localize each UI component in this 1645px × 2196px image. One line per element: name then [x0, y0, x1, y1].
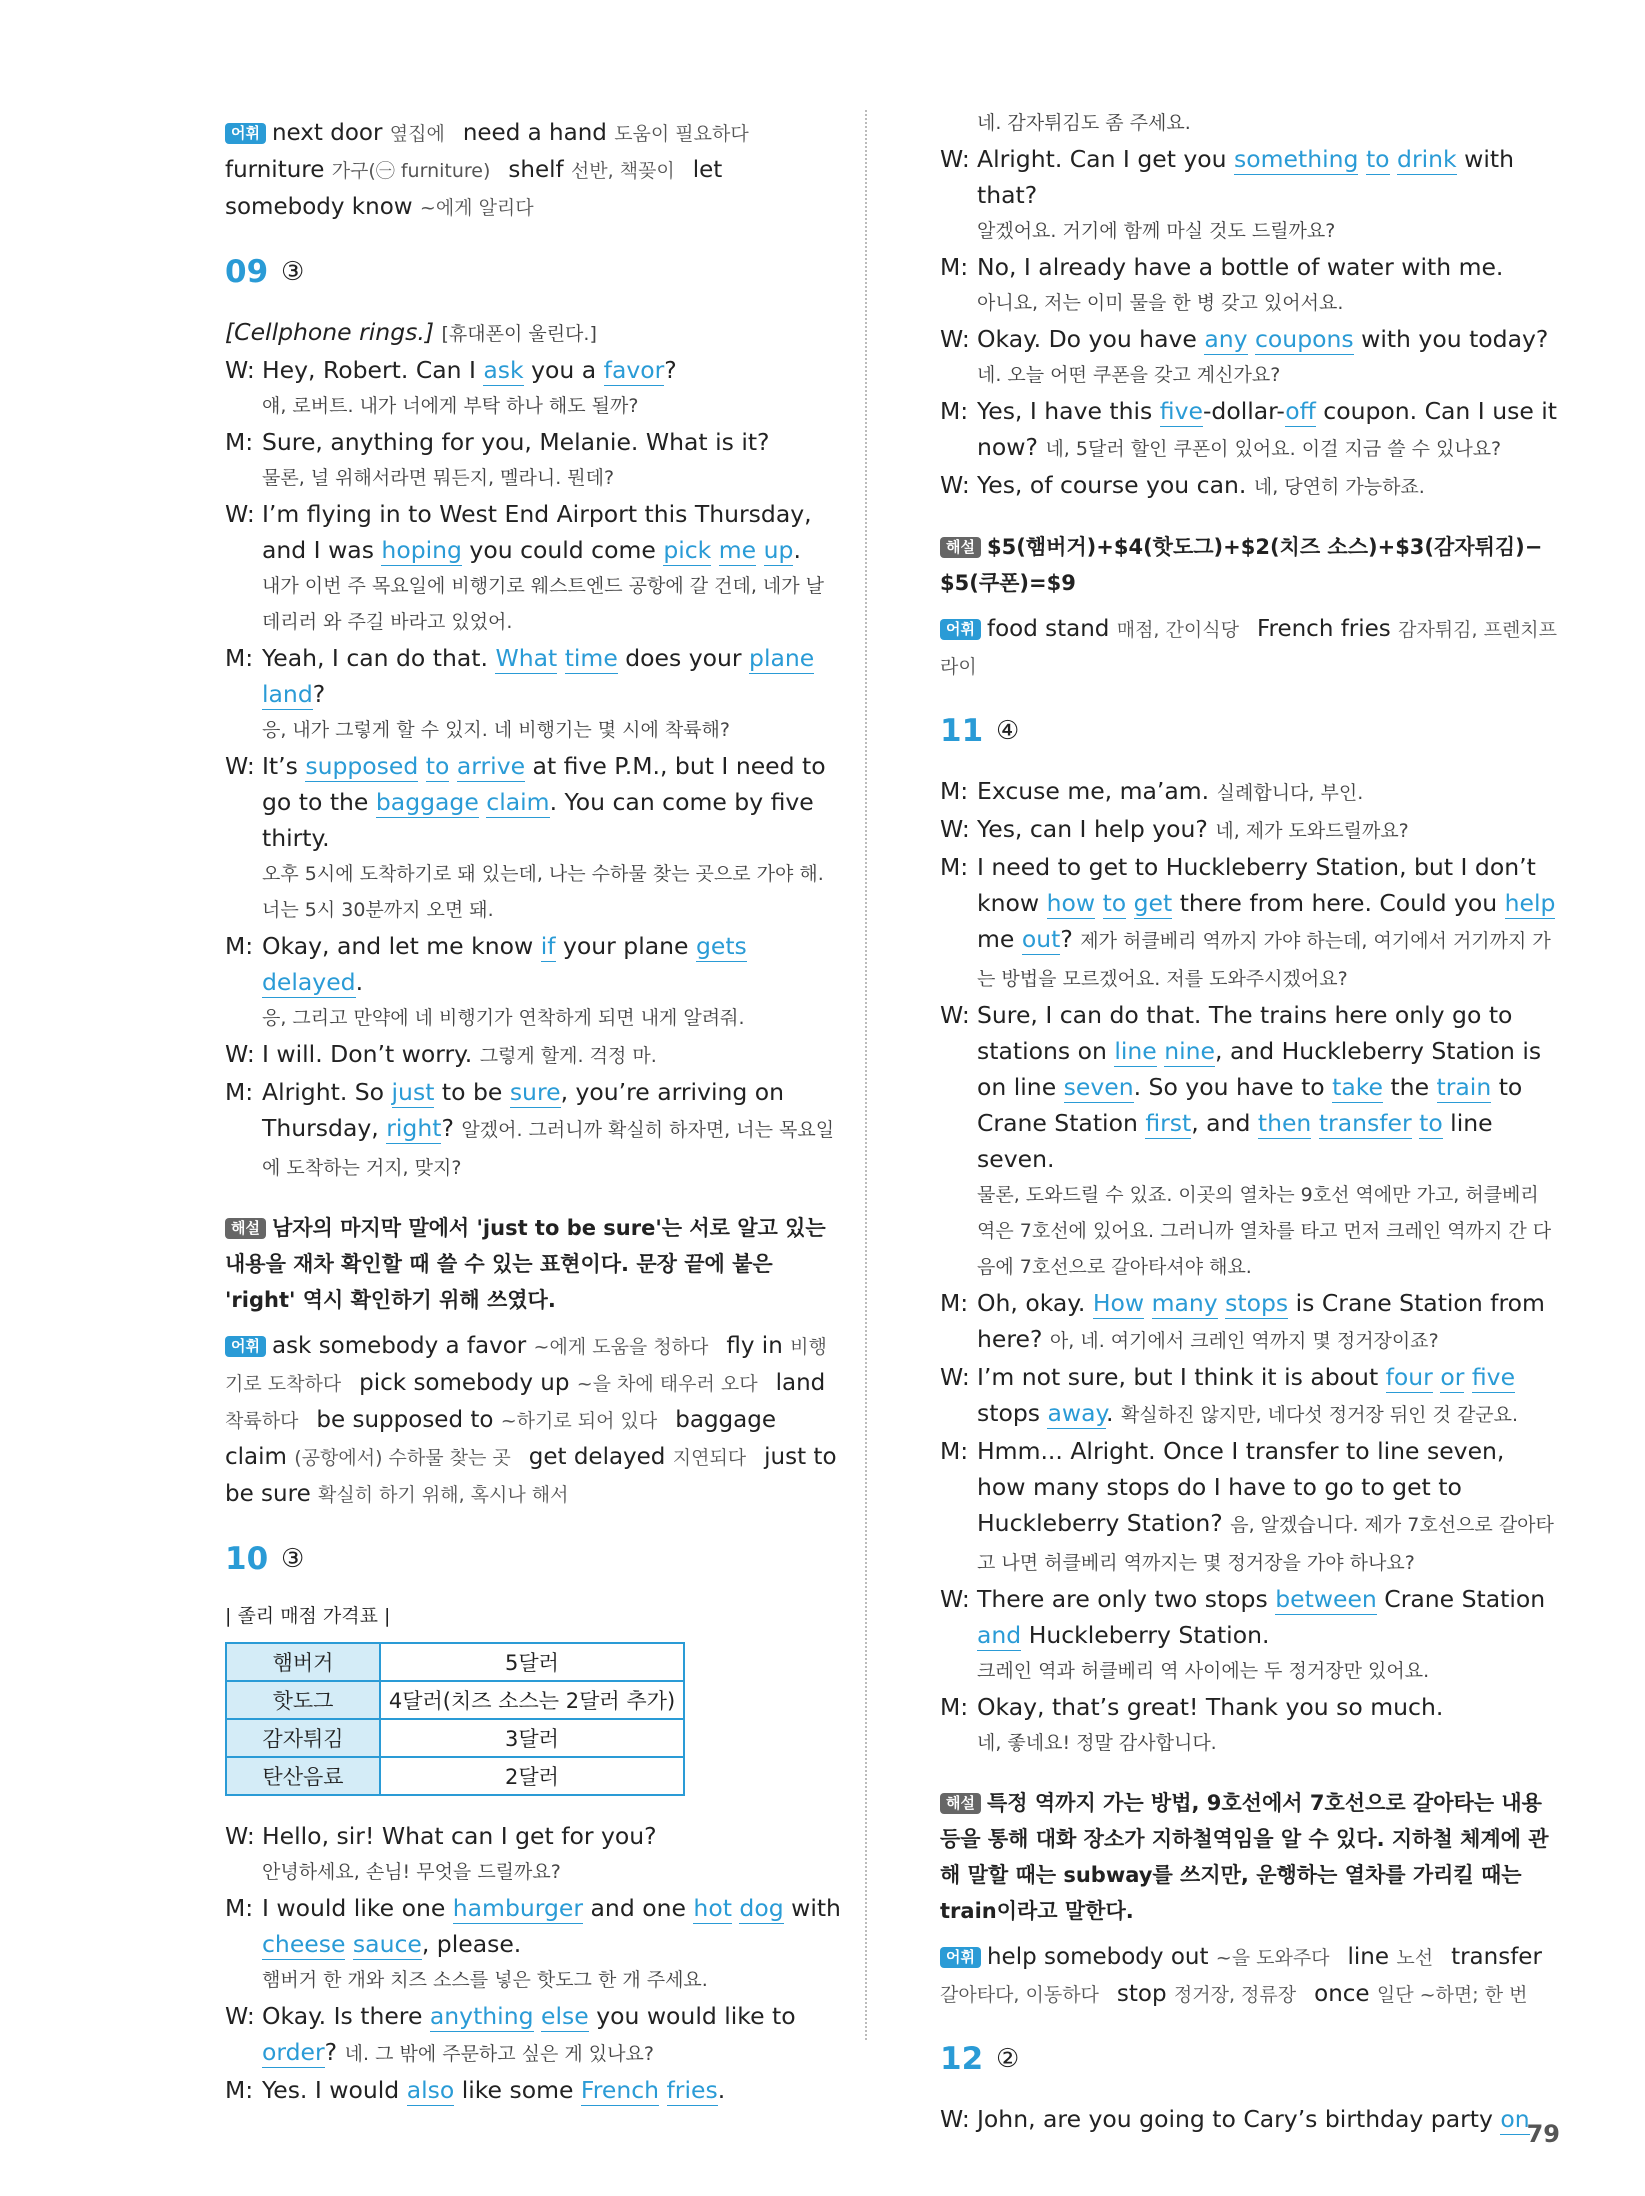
vocab-definition: 선반, 책꽂이	[570, 160, 675, 182]
korean-translation: 크레인 역과 허클베리 역 사이에는 두 정거장만 있어요.	[977, 1660, 1430, 1682]
korean-translation: 네, 5달러 할인 쿠폰이 있어요. 이걸 지금 쓸 수 있나요?	[1045, 438, 1502, 460]
korean-translation: 알겠어. 그러니까 확실히 하자면, 너는 목요일에 도착하는 거지, 맞지?	[262, 1119, 835, 1179]
answer-blank: What	[495, 644, 558, 672]
explanation-box	[940, 1785, 1560, 1929]
dialogue-line	[225, 928, 845, 1000]
vocab-box	[940, 1939, 1560, 2013]
dialogue-line	[940, 1581, 1560, 1653]
answer-blank: up	[763, 536, 794, 564]
dialogue-text: I’m flying in to West End Airport this Thursday, and I was hoping you could come pick me up.	[262, 500, 812, 564]
dialogue-text: I’m not sure, but I think it is about four or five stops away. 확실하진 않지만, 네다섯 정거장 뒤인 것 같군요.	[977, 1363, 1519, 1427]
vocab-definition: 노선	[1396, 1947, 1434, 1969]
table-price: 3달러	[380, 1719, 684, 1757]
korean-translation: 물론, 도와드릴 수 있죠. 이곳의 열차는 9호선 역에만 가고, 허클베리 역은 7호선에 있어요. 그러니까 열차를 타고 먼저 크레인 역까지 간 다음에 7호선으로 갈아타셔야 해요.	[977, 1184, 1552, 1278]
answer-blank: take	[1332, 1073, 1383, 1101]
dialogue-line	[225, 748, 845, 856]
speaker-label: W:	[940, 1363, 970, 1391]
answer-blank: train	[1436, 1073, 1492, 1101]
vocab-term: French fries	[1256, 616, 1399, 642]
answer-blank: get	[1133, 889, 1173, 917]
dialogue-text: Yes, I have this five-dollar-off coupon. Can I use it now? 네, 5달러 할인 쿠폰이 있어요. 이걸 지금 쓸 수 있나요?	[977, 397, 1558, 461]
answer-blank: coupons	[1255, 325, 1354, 353]
column-divider	[865, 110, 867, 2040]
answer-blank: drink	[1397, 145, 1457, 173]
answer-blank: gets	[695, 932, 747, 960]
dialogue-line	[940, 141, 1560, 213]
dialogue-text: Excuse me, ma’am. 실례합니다, 부인.	[977, 777, 1364, 805]
table-row	[226, 1719, 684, 1757]
answer-blank: to	[1102, 889, 1127, 917]
vocab-term: just to be sure	[225, 1444, 837, 1507]
speaker-label: M:	[225, 644, 254, 672]
dialogue-text: Alright. So just to be sure, you’re arriving on Thursday, right? 알겠어. 그러니까 확실히 하자면, 너는 목요일에 도착하는 거지, 맞지?	[262, 1078, 835, 1179]
vocab-definition: ~을 차에 태우러 오다	[576, 1373, 758, 1395]
speaker-label: W:	[225, 356, 255, 384]
table-item: 감자튀김	[226, 1719, 380, 1757]
answer-blank: to	[1365, 145, 1390, 173]
answer-blank: right	[386, 1114, 442, 1142]
dialogue-text: Oh, okay. How many stops is Crane Station from here? 아, 네. 여기에서 크레인 역까지 몇 정거장이죠?	[977, 1289, 1545, 1353]
answer-blank: away	[1047, 1399, 1107, 1427]
answer-blank: me	[718, 536, 757, 564]
dialogue-line	[940, 1285, 1560, 1359]
answer-blank: many	[1151, 1289, 1218, 1317]
speaker-label: M:	[225, 428, 254, 456]
answer-blank: to	[1419, 1109, 1443, 1137]
answer-blank: ask	[483, 356, 524, 384]
answer-choice: ③	[281, 1544, 305, 1574]
vocab-definition: ~을 도와주다	[1215, 1947, 1330, 1969]
vocab-definition: 갈아타다, 이동하다	[940, 1984, 1099, 2006]
dialogue-line	[940, 1433, 1560, 1581]
speaker-label: M:	[940, 777, 969, 805]
speaker-label: W:	[225, 500, 255, 528]
speaker-label: M:	[940, 853, 969, 881]
answer-blank: or	[1440, 1363, 1465, 1391]
vocab-badge: 어휘	[940, 1947, 981, 1968]
question-header	[940, 713, 1560, 749]
korean-translation: 알겠어요. 거기에 함께 마실 것도 드릴까요?	[977, 220, 1336, 242]
answer-blank: line	[1114, 1037, 1157, 1065]
speaker-label: W:	[225, 1040, 255, 1068]
korean-translation: 네, 제가 도와드릴까요?	[1215, 820, 1409, 842]
korean-translation: 네. 그 밖에 주문하고 싶은 게 있나요?	[344, 2043, 654, 2065]
dialogue-text: It’s supposed to arrive at five P.M., but I need to go to the baggage claim. You can come by five thirty.	[262, 752, 826, 852]
answer-blank: favor	[603, 356, 665, 384]
dialogue-line	[940, 1359, 1560, 1433]
price-table	[225, 1642, 685, 1796]
vocab-definition: 가구(㊀ furniture)	[331, 160, 491, 182]
answer-blank: first	[1145, 1109, 1192, 1137]
vocab-definition: 착륙하다	[225, 1410, 299, 1432]
answer-choice: ③	[281, 257, 305, 287]
setting-text	[225, 314, 845, 352]
dialogue-line	[225, 640, 845, 712]
korean-translation: 응, 그리고 만약에 네 비행기가 연착하게 되면 내게 알려줘.	[262, 1007, 745, 1029]
question-header	[225, 254, 845, 290]
speaker-label: M:	[940, 1693, 969, 1721]
vocab-term: baggage claim	[225, 1407, 776, 1470]
table-row	[226, 1681, 684, 1719]
vocab-term: land	[775, 1370, 826, 1396]
vocab-term: line	[1347, 1944, 1397, 1970]
dialogue-text: Hmm... Alright. Once I transfer to line seven, how many stops do I have to go to get to Huckleberry Station? 음, 알겠습니다. 제가 7호선으로 갈아타고 나면 허클베리 역까지는 몇 정거장을 가야 하나요?	[977, 1437, 1554, 1574]
answer-blank: How	[1092, 1289, 1145, 1317]
korean-translation: 제가 허클베리 역까지 가야 하는데, 여기에서 거기까지 가는 방법을 모르겠어요. 저를 도와주시겠어요?	[977, 930, 1551, 990]
speaker-label: M:	[940, 1437, 969, 1465]
answer-blank: also	[406, 2076, 455, 2104]
speaker-label: W:	[225, 1822, 255, 1850]
question-number: 10	[225, 1541, 269, 1577]
korean-translation: 아, 네. 여기에서 크레인 역까지 몇 정거장이죠?	[1049, 1330, 1439, 1352]
speaker-label: W:	[940, 471, 970, 499]
korean-translation: 확실하진 않지만, 네다섯 정거장 뒤인 것 같군요.	[1121, 1404, 1519, 1426]
dialogue-text: Okay, that’s great! Thank you so much.	[977, 1693, 1444, 1721]
answer-blank: baggage	[375, 788, 479, 816]
vocab-definition: 비행기로 도착하다	[225, 1336, 827, 1395]
speaker-label: W:	[940, 1001, 970, 1029]
answer-blank: delayed	[262, 968, 356, 996]
korean-translation: 네. 감자튀김도 좀 주세요.	[977, 112, 1191, 134]
table-item: 햄버거	[226, 1643, 380, 1681]
vocab-term: fly in	[726, 1333, 791, 1359]
vocab-term: be supposed to	[316, 1407, 501, 1433]
answer-blank: between	[1275, 1585, 1377, 1613]
korean-translation: 네, 좋네요! 정말 감사합니다.	[977, 1732, 1217, 1754]
page-number: 79	[1526, 2120, 1560, 2148]
answer-choice: ②	[996, 2044, 1020, 2074]
answer-blank: on	[1500, 2105, 1530, 2133]
answer-blank: stops	[1225, 1289, 1289, 1317]
vocab-term: transfer	[1451, 1944, 1542, 1970]
korean-translation: 네. 오늘 어떤 쿠폰을 갖고 계신가요?	[977, 364, 1281, 386]
vocab-definition: 일단 ~하면; 한 번	[1376, 1984, 1528, 2006]
question-number: 09	[225, 254, 269, 290]
vocab-definition: 확실히 하기 위해, 혹시나 해서	[318, 1484, 569, 1506]
answer-blank: else	[541, 2002, 589, 2030]
vocab-definition: ~하기로 되어 있다	[500, 1410, 658, 1432]
vocab-box	[225, 1328, 845, 1513]
answer-blank: help	[1504, 889, 1556, 917]
answer-choice: ④	[996, 716, 1020, 746]
answer-blank: out	[1021, 925, 1061, 953]
vocab-badge: 어휘	[225, 1336, 266, 1357]
speaker-label: M:	[940, 397, 969, 425]
speaker-label: W:	[940, 145, 970, 173]
answer-blank: then	[1257, 1109, 1312, 1137]
dialogue-line	[940, 467, 1560, 505]
answer-blank: just	[391, 1078, 435, 1106]
answer-blank: hoping	[381, 536, 462, 564]
dialogue-text: There are only two stops between Crane Station and Huckleberry Station.	[977, 1585, 1546, 1649]
table-title: | 졸리 매점 가격표 |	[225, 1605, 391, 1627]
dialogue-text: Alright. Can I get you something to drink with that?	[977, 145, 1514, 209]
dialogue-line	[940, 811, 1560, 849]
vocab-term: shelf	[508, 157, 571, 183]
vocab-definition: ~에게 도움을 청하다	[533, 1336, 709, 1358]
korean-translation: 음, 알겠습니다. 제가 7호선으로 갈아타고 나면 허클베리 역까지는 몇 정거장을 가야 하나요?	[977, 1514, 1554, 1574]
dialogue-line	[940, 393, 1560, 467]
vocab-term: help somebody out	[986, 1944, 1216, 1970]
answer-blank: off	[1285, 397, 1316, 425]
answer-blank: how	[1046, 889, 1096, 917]
dialogue-line	[940, 773, 1560, 811]
answer-blank: four	[1385, 1363, 1433, 1391]
vocab-term: pick somebody up	[359, 1370, 577, 1396]
vocab-definition: 지연되다	[672, 1447, 747, 1469]
dialogue-line	[225, 1818, 845, 1854]
vocab-term: next door	[271, 120, 390, 146]
answer-blank: French	[580, 2076, 660, 2104]
answer-blank: order	[262, 2038, 325, 2066]
korean-translation: 물론, 널 위해서라면 뭐든지, 멜라니. 뭔데?	[262, 467, 615, 489]
answer-blank: time	[564, 644, 618, 672]
vocab-term: stop	[1116, 1981, 1174, 2007]
dialogue-line	[225, 1036, 845, 1074]
dialogue-line	[225, 352, 845, 388]
dialogue-line	[225, 2072, 845, 2108]
dialogue-text: Yes, of course you can. 네, 당연히 가능하죠.	[977, 471, 1425, 499]
speaker-label: W:	[940, 1585, 970, 1613]
explanation-text: $5(햄버거)+$4(핫도그)+$2(치즈 소스)+$3(감자튀김)−$5(쿠폰)=$9	[940, 535, 1543, 595]
vocab-definition: 매점, 간이식당	[1116, 619, 1239, 641]
answer-blank: claim	[486, 788, 550, 816]
dialogue-line	[940, 249, 1560, 285]
answer-blank: dog	[739, 1894, 784, 1922]
question-number: 11	[940, 713, 984, 749]
explanation-badge: 해설	[225, 1218, 266, 1239]
dialogue-line	[225, 1998, 845, 2072]
korean-translation: 안녕하세요, 손님! 무엇을 드릴까요?	[262, 1861, 561, 1883]
speaker-label: W:	[940, 325, 970, 353]
vocab-badge: 어휘	[940, 619, 981, 640]
setting-ko: [휴대폰이 울린다.]	[441, 323, 597, 345]
vocab-box	[940, 611, 1560, 685]
explanation-box	[225, 1210, 845, 1318]
speaker-label: M:	[940, 253, 969, 281]
vocab-definition: 도움이 필요하다	[614, 123, 749, 145]
answer-blank: nine	[1164, 1037, 1216, 1065]
answer-blank: sure	[509, 1078, 561, 1106]
answer-blank: and	[977, 1621, 1022, 1649]
table-item: 탄산음료	[226, 1757, 380, 1795]
dialogue-line	[940, 1689, 1560, 1725]
answer-blank: arrive	[456, 752, 526, 780]
answer-blank: if	[540, 932, 556, 960]
answer-blank: hamburger	[452, 1894, 584, 1922]
vocab-term: furniture	[225, 157, 332, 183]
answer-blank: to	[425, 752, 450, 780]
dialogue-text: Yes, can I help you? 네, 제가 도와드릴까요?	[977, 815, 1409, 843]
explanation-badge: 해설	[940, 1793, 981, 1814]
dialogue-text: Yes. I would also like some French fries.	[262, 2076, 726, 2104]
answer-blank: anything	[429, 2002, 534, 2030]
vocab-term: once	[1314, 1981, 1377, 2007]
korean-translation: 내가 이번 주 목요일에 비행기로 웨스트엔드 공항에 갈 건데, 네가 날 데리러 와 주길 바라고 있었어.	[262, 575, 824, 633]
dialogue-line	[940, 997, 1560, 1177]
dialogue-text: I need to get to Huckleberry Station, but I don’t know how to get there from here. Could you help me out? 제가 허클베리 역까지 가야 하는데, 여기에서 거기까지 가는 방법을 모르겠어요. 저를 도와주시겠어요?	[977, 853, 1556, 990]
speaker-label: W:	[940, 815, 970, 843]
dialogue-text: Sure, I can do that. The trains here only go to stations on line nine, and Huckleberry Station is on line seven. So you have to take the train to Crane Station first, and then transfer to line seven.	[977, 1001, 1542, 1173]
dialogue-text: I will. Don’t worry. 그렇게 할게. 걱정 마.	[262, 1040, 657, 1068]
question-header	[225, 1541, 845, 1577]
vocab-term: food stand	[986, 616, 1117, 642]
table-item: 핫도그	[226, 1681, 380, 1719]
explanation-text: 특정 역까지 가는 방법, 9호선에서 7호선으로 갈아타는 내용 등을 통해 대화 장소가 지하철역임을 알 수 있다. 지하철 체계에 관해 말할 때는 subway를 쓰지만, 운행하는 열차를 가리킬 때는 train이라고 말한다.	[940, 1791, 1549, 1923]
dialogue-text: John, are you going to Cary’s birthday party on	[977, 2105, 1530, 2133]
dialogue-text: No, I already have a bottle of water with me.	[977, 253, 1504, 281]
dialogue-line	[225, 424, 845, 460]
dialogue-text: Sure, anything for you, Melanie. What is it?	[262, 428, 770, 456]
answer-blank: transfer	[1318, 1109, 1412, 1137]
left-column	[225, 105, 845, 2108]
dialogue-line	[225, 1890, 845, 1962]
vocab-term: get delayed	[528, 1444, 673, 1470]
table-price: 5달러	[380, 1643, 684, 1681]
setting-en: [Cellphone rings.]	[225, 318, 442, 346]
speaker-label: W:	[940, 2105, 970, 2133]
answer-blank: cheese	[262, 1930, 346, 1958]
table-price: 2달러	[380, 1757, 684, 1795]
vocab-definition: (공항에서) 수하물 찾는 곳	[294, 1447, 511, 1469]
speaker-label: M:	[225, 1894, 254, 1922]
table-row	[226, 1643, 684, 1681]
answer-blank: five	[1471, 1363, 1516, 1391]
vocab-box	[225, 115, 845, 226]
speaker-label: M:	[940, 1289, 969, 1317]
answer-blank: pick	[663, 536, 712, 564]
dialogue-text: Yeah, I can do that. What time does your plane land?	[262, 644, 815, 708]
speaker-label: M:	[225, 2076, 254, 2104]
dialogue-text: Hello, sir! What can I get for you?	[262, 1822, 657, 1850]
right-column	[940, 105, 1560, 2137]
korean-translation: 햄버거 한 개와 치즈 소스를 넣은 핫도그 한 개 주세요.	[262, 1969, 708, 1991]
dialogue-line	[940, 2101, 1560, 2137]
dialogue-line	[225, 496, 845, 568]
vocab-badge: 어휘	[225, 123, 266, 144]
korean-translation: 오후 5시에 도착하기로 돼 있는데, 나는 수하물 찾는 곳으로 가야 해. 너는 5시 30분까지 오면 돼.	[262, 863, 824, 921]
vocab-term: need a hand	[462, 120, 615, 146]
table-price: 4달러(치즈 소스는 2달러 추가)	[380, 1681, 684, 1719]
dialogue-text: Hey, Robert. Can I ask you a favor?	[262, 356, 677, 384]
answer-blank: plane	[749, 644, 815, 672]
vocab-term: ask somebody a favor	[271, 1333, 534, 1359]
vocab-definition: ~에게 알리다	[419, 197, 534, 219]
speaker-label: M:	[225, 932, 254, 960]
korean-translation: 그렇게 할게. 걱정 마.	[479, 1045, 657, 1067]
explanation-box	[940, 529, 1560, 601]
korean-translation: 아니요, 저는 이미 물을 한 병 갖고 있어서요.	[977, 292, 1344, 314]
korean-translation: 네, 당연히 가능하죠.	[1253, 476, 1425, 498]
korean-translation: 실례합니다, 부인.	[1216, 782, 1364, 804]
table-row	[226, 1757, 684, 1795]
vocab-term: let somebody know	[225, 157, 723, 220]
dialogue-text: Okay. Is there anything else you would like to order? 네. 그 밖에 주문하고 싶은 게 있나요?	[262, 2002, 796, 2066]
answer-blank: something	[1234, 145, 1359, 173]
speaker-label: W:	[225, 2002, 255, 2030]
explanation-badge: 해설	[940, 537, 981, 558]
dialogue-text: I would like one hamburger and one hot dog with cheese sauce, please.	[262, 1894, 841, 1958]
answer-blank: land	[262, 680, 313, 708]
answer-blank: seven	[1063, 1073, 1134, 1101]
question-header	[940, 2041, 1560, 2077]
answer-blank: five	[1159, 397, 1203, 425]
vocab-definition: 옆집에	[389, 123, 445, 145]
vocab-definition: 정거장, 정류장	[1173, 1984, 1297, 2006]
answer-blank: fries	[666, 2076, 718, 2104]
answer-blank: sauce	[352, 1930, 422, 1958]
question-number: 12	[940, 2041, 984, 2077]
dialogue-line	[940, 321, 1560, 357]
answer-blank: any	[1204, 325, 1248, 353]
answer-blank: supposed	[305, 752, 419, 780]
dialogue-text: Okay. Do you have any coupons with you today?	[977, 325, 1549, 353]
explanation-text: 남자의 마지막 말에서 'just to be sure'는 서로 알고 있는 내용을 재차 확인할 때 쓸 수 있는 표현이다. 문장 끝에 붙은 'right' 역시 확인하기 위해 쓰였다.	[225, 1216, 826, 1312]
korean-translation: 응, 내가 그렇게 할 수 있지. 네 비행기는 몇 시에 착륙해?	[262, 719, 730, 741]
dialogue-text: Okay, and let me know if your plane gets delayed.	[262, 932, 747, 996]
speaker-label: W:	[225, 752, 255, 780]
vocab-definition: 감자튀김, 프렌치프라이	[940, 619, 1558, 678]
answer-blank: hot	[693, 1894, 732, 1922]
speaker-label: M:	[225, 1078, 254, 1106]
stage-direction	[225, 314, 845, 352]
dialogue-line	[225, 1074, 845, 1186]
korean-translation: 얘, 로버트. 내가 너에게 부탁 하나 해도 될까?	[262, 395, 639, 417]
dialogue-line	[940, 849, 1560, 997]
